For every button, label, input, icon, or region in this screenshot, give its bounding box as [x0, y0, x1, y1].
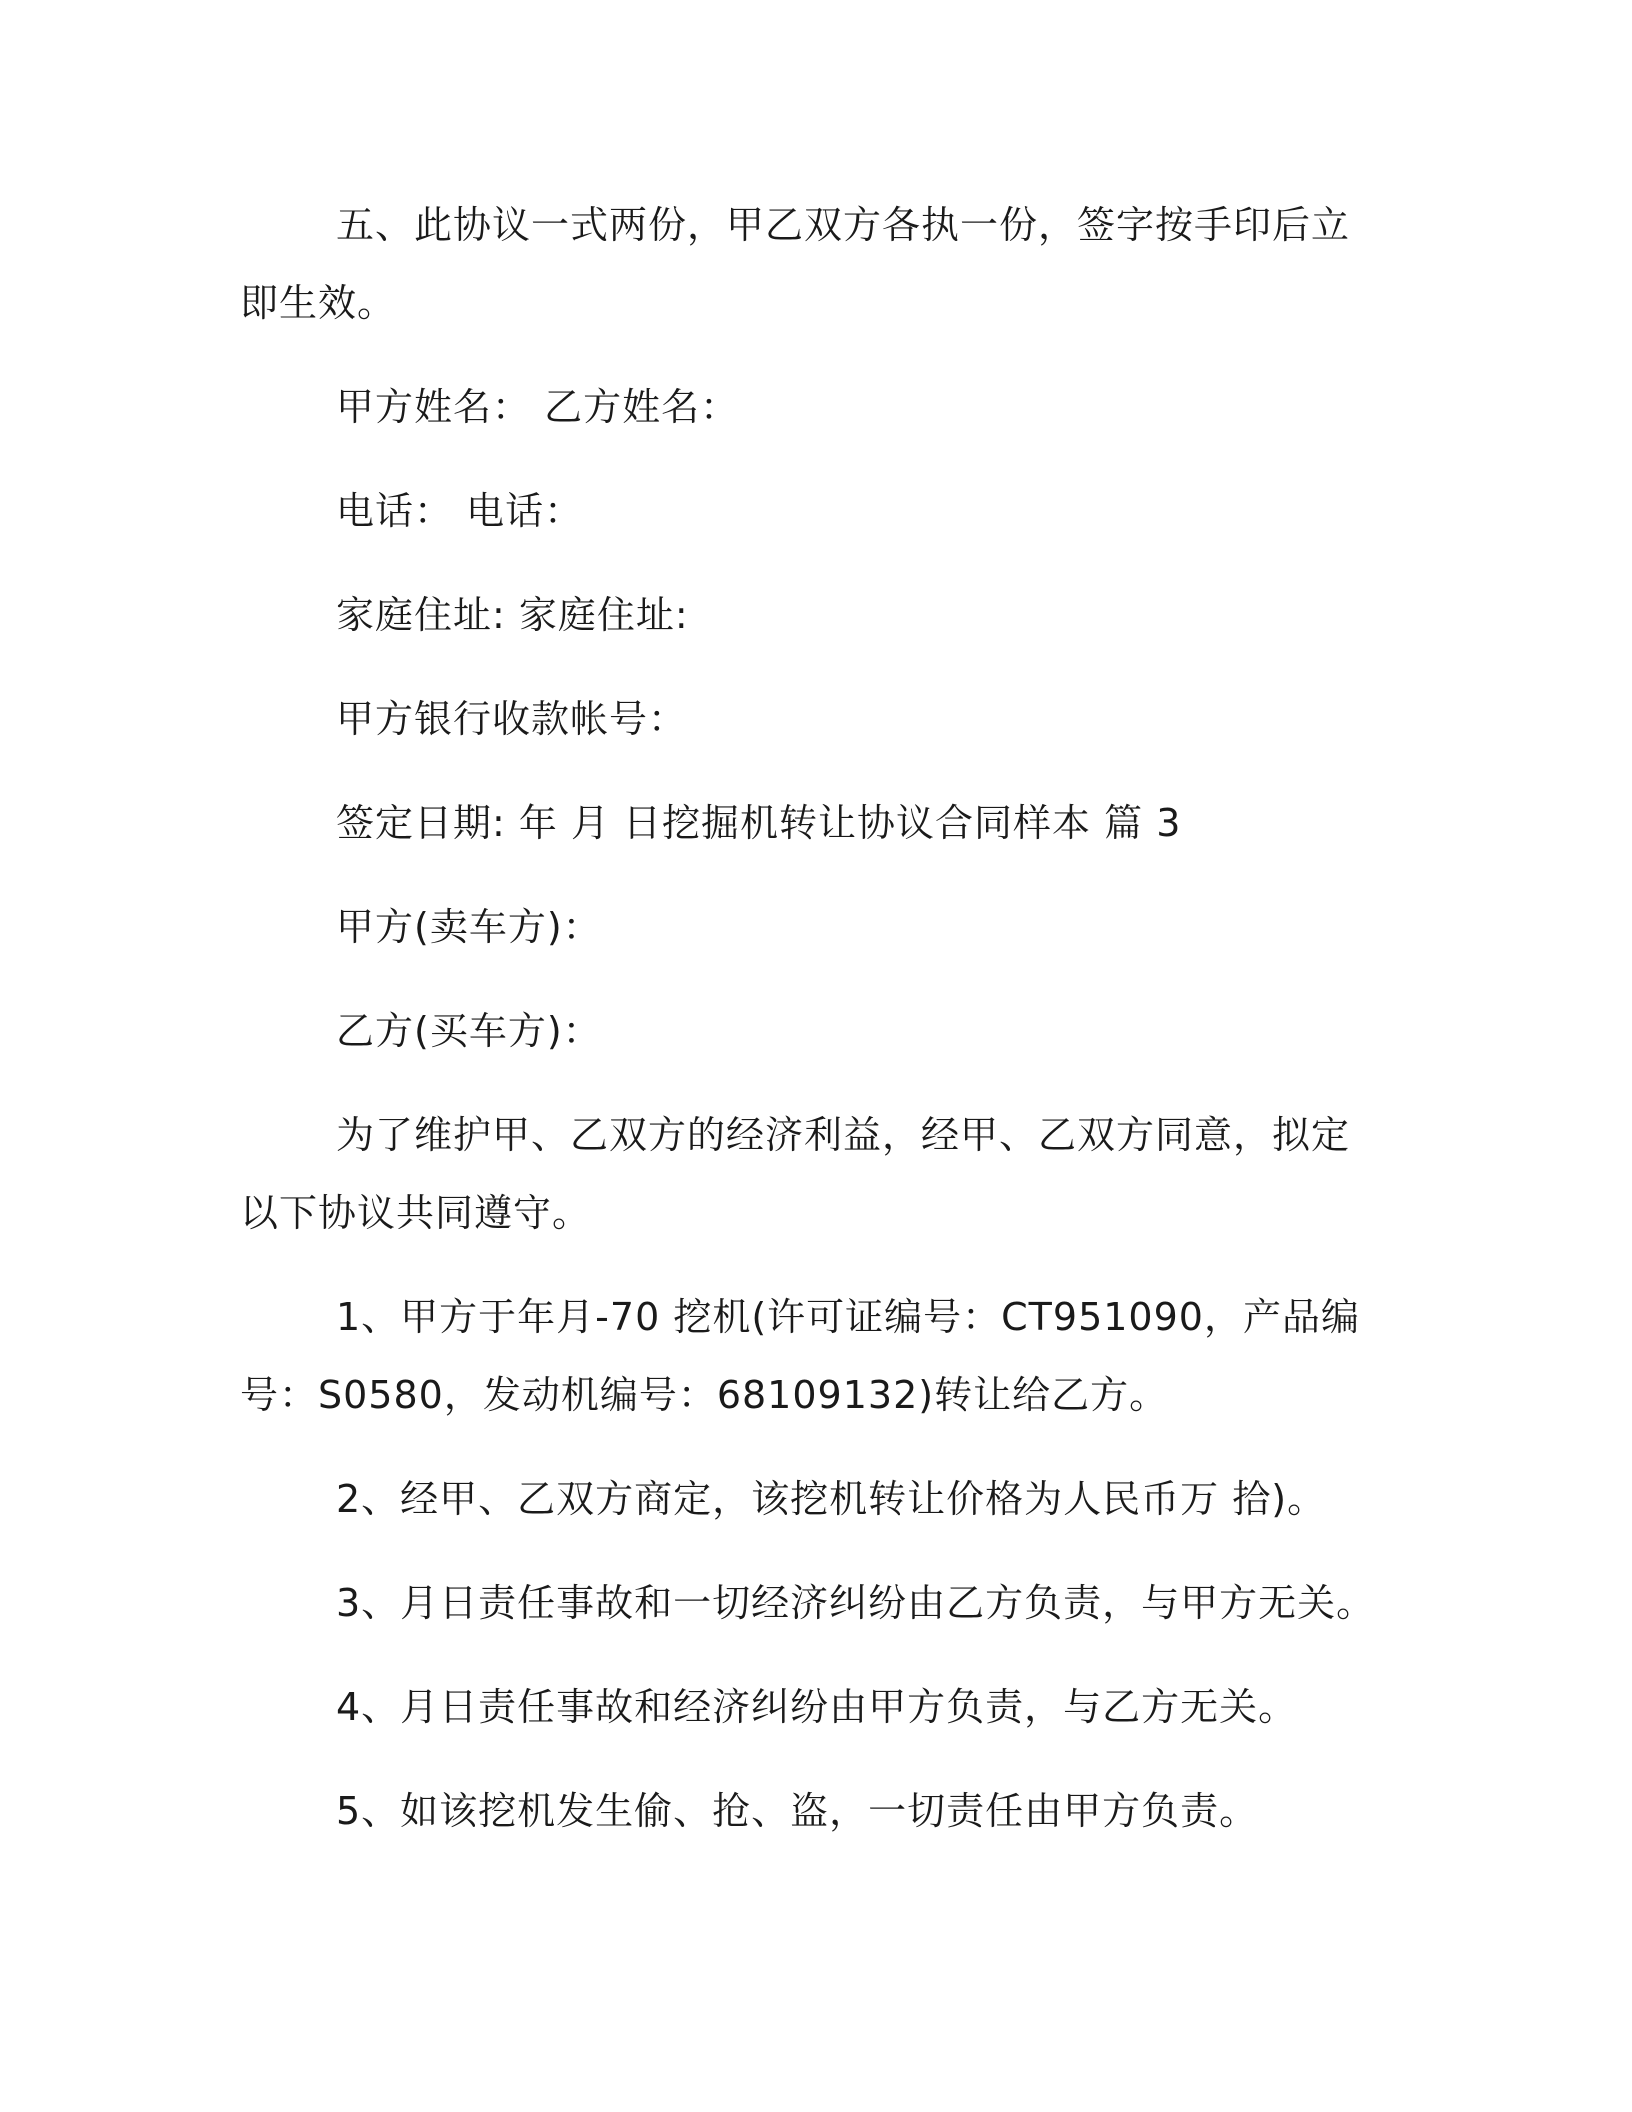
clause-2-paragraph: 2、经甲、乙双方商定，该挖机转让价格为人民币万 拾)。 — [336, 1477, 1327, 1521]
home-address-line: 家庭住址: 家庭住址: — [336, 593, 689, 637]
clause-1-paragraph: 1、甲方于年月-70 挖机(许可证编号：CT951090，产品编号：S0580，发动机编号：68109132)转让给乙方。 — [240, 1295, 1360, 1417]
phone-line: 电话： 电话： — [336, 489, 584, 533]
party-b-buyer-line: 乙方(买车方)： — [336, 1009, 602, 1053]
signing-date-line: 签定日期: 年 月 日挖掘机转让协议合同样本 篇 3 — [336, 801, 1182, 845]
preamble-paragraph: 为了维护甲、乙双方的经济利益，经甲、乙双方同意，拟定以下协议共同遵守。 — [240, 1113, 1351, 1235]
clause-five-paragraph: 五、此协议一式两份，甲乙双方各执一份，签字按手印后立即生效。 — [240, 203, 1351, 325]
bank-account-line: 甲方银行收款帐号： — [336, 697, 688, 741]
clause-5-paragraph: 5、如该挖机发生偷、抢、盗，一切责任由甲方负责。 — [336, 1789, 1259, 1833]
party-a-seller-line: 甲方(卖车方)： — [336, 905, 602, 949]
clause-3-paragraph: 3、月日责任事故和一切经济纠纷由乙方负责，与甲方无关。 — [336, 1581, 1376, 1625]
clause-4-paragraph: 4、月日责任事故和经济纠纷由甲方负责，与乙方无关。 — [336, 1685, 1298, 1729]
party-names-line: 甲方姓名： 乙方姓名： — [336, 385, 740, 429]
document-body — [240, 186, 1380, 1876]
